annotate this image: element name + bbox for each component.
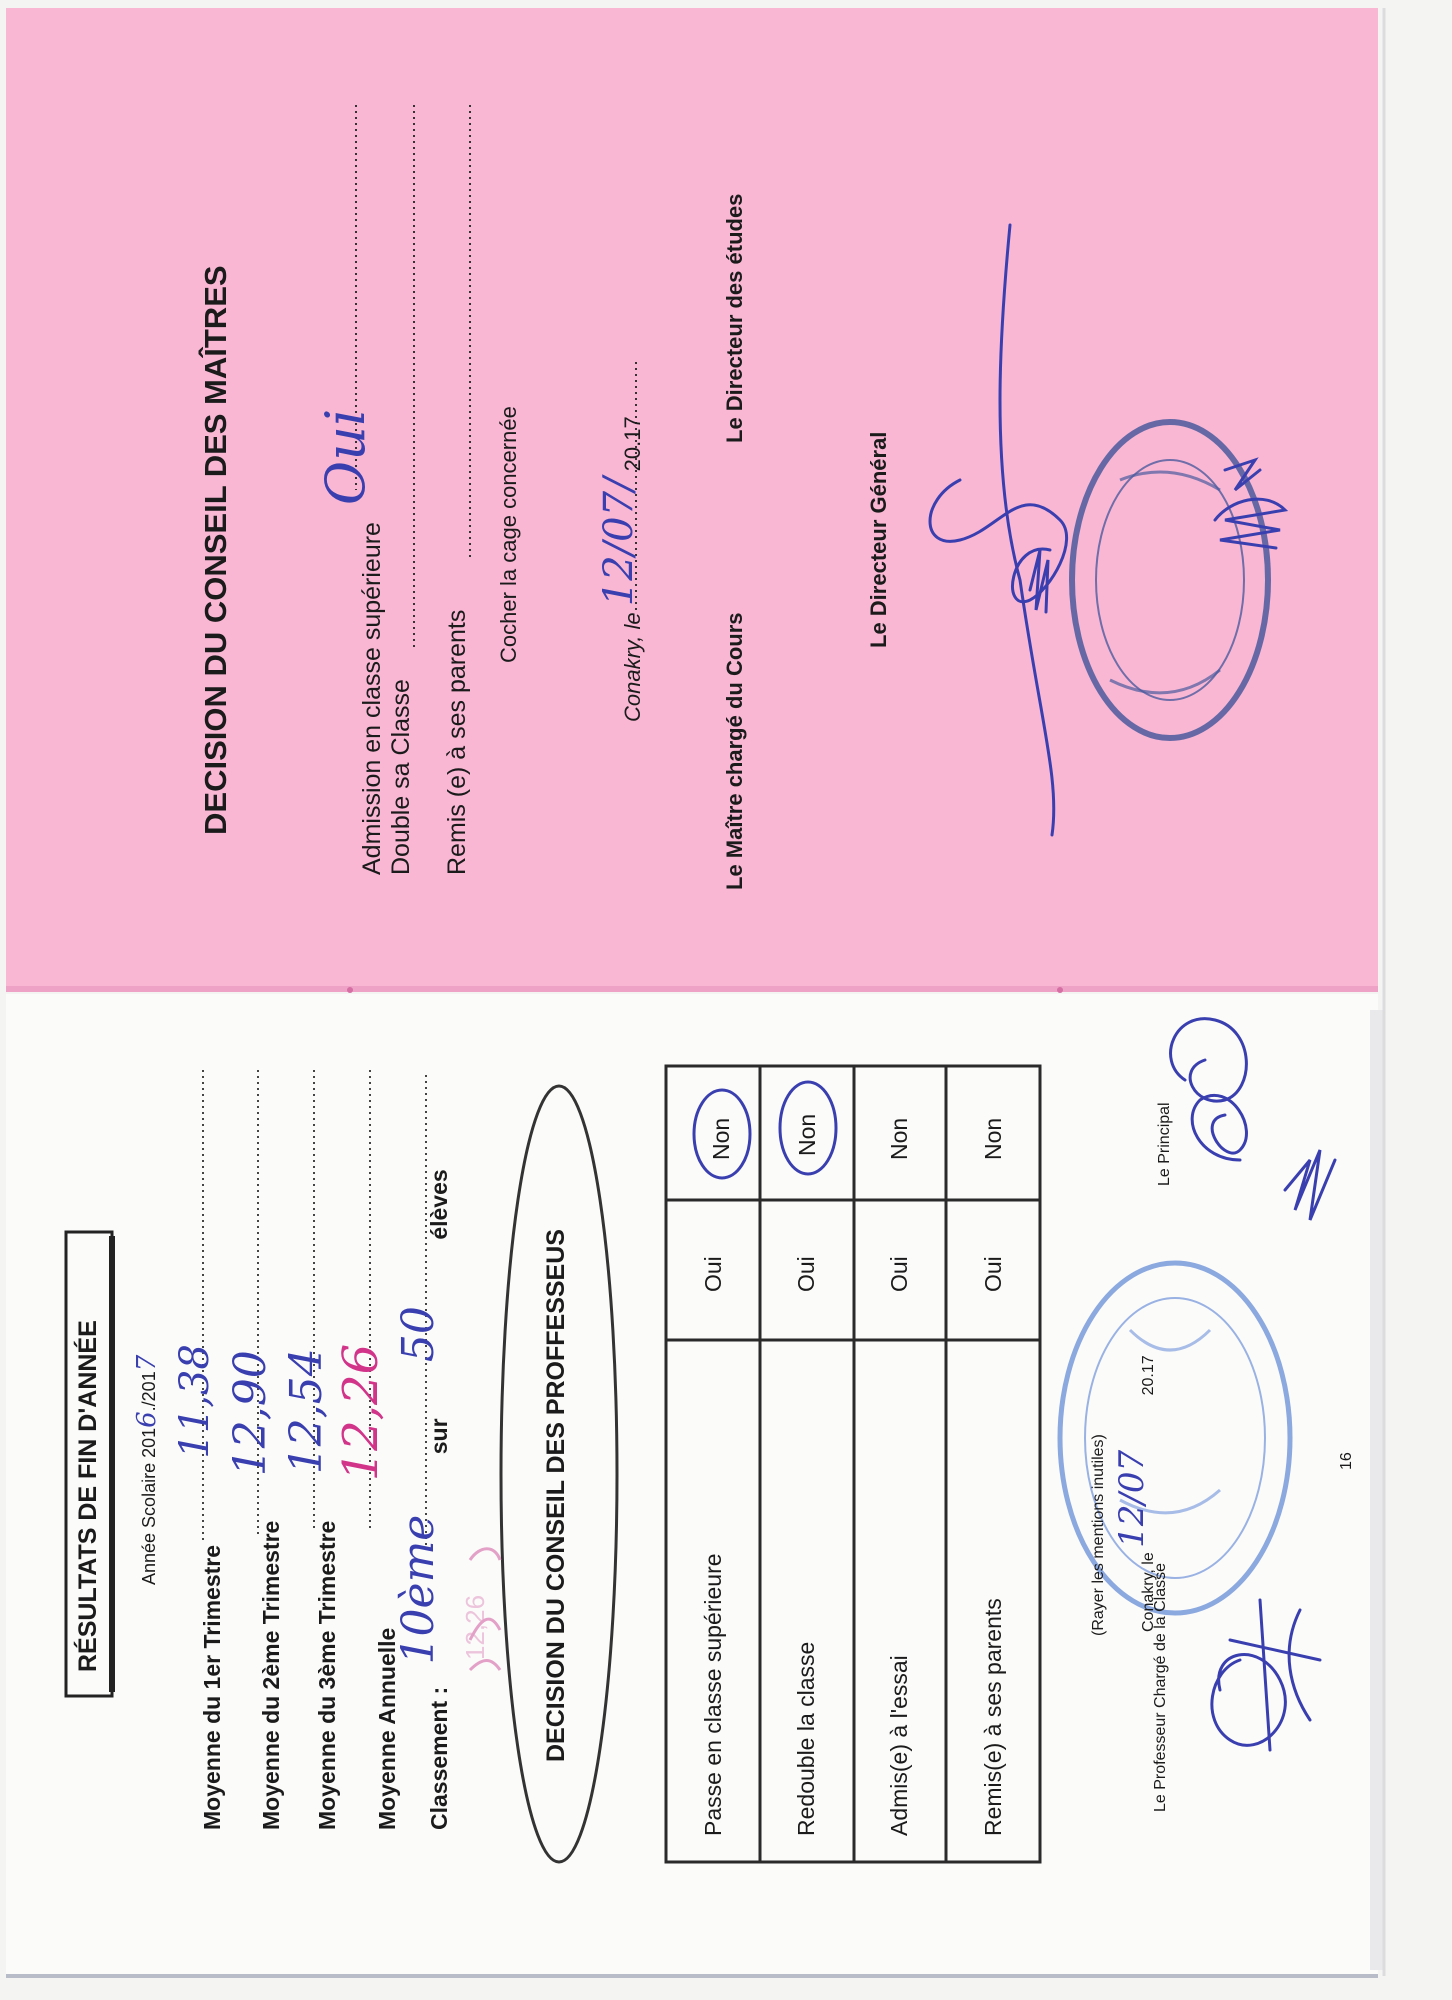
average-label-2: Moyenne du 2ème Trimestre (258, 1520, 284, 1830)
faint-pink-note: 12,26 (460, 1594, 490, 1660)
average-value-1: 11,38 (172, 1344, 218, 1459)
remis-parents-line (443, 610, 472, 875)
sign-maitre-label: Le Maître chargé du Cours (722, 612, 747, 890)
school-year-hand-2: 7 (132, 1354, 162, 1372)
right-page-title: DECISION DU CONSEIL DES MAÎTRES (198, 265, 233, 835)
left-date-handwritten: 12/07 (1112, 1449, 1152, 1548)
school-year-sep: ./201 (139, 1371, 159, 1412)
ranking-total: 50 (393, 1306, 444, 1363)
remis-parents-label: Remis (e) à ses parents (443, 609, 471, 875)
ranking-suffix: élèves (426, 1169, 452, 1240)
decision-label-4: Remis(e) à ses parents (980, 1598, 1006, 1836)
decision-no-2: Non (794, 1113, 820, 1156)
decision-label-1: Passe en classe supérieure (700, 1553, 726, 1836)
left-page-title: RÉSULTATS DE FIN D'ANNÉE (74, 1320, 102, 1672)
decision-no-1: Non (708, 1117, 734, 1160)
ranking-sur: sur (426, 1418, 452, 1455)
ranking-label: Classement : (426, 1686, 452, 1830)
average-label-3: Moyenne du 3ème Trimestre (314, 1520, 340, 1830)
average-value-4: 12,26 (333, 1343, 389, 1482)
right-date-line (596, 416, 650, 722)
average-row-1 (172, 1344, 230, 1830)
average-value-3: 12,54 (281, 1348, 332, 1475)
decision-label-2: Redouble la classe (793, 1641, 819, 1836)
school-year (132, 1355, 162, 1585)
page-number: 16 (1338, 1452, 1355, 1470)
right-date-prefix: Conakry, le (620, 612, 645, 722)
double-classe-label: Double sa Classe (387, 679, 415, 875)
decision-yes-4: Oui (980, 1256, 1006, 1292)
right-date-handwritten: 12/07/ (596, 477, 642, 607)
admission-handwritten: Oui (314, 408, 377, 506)
admission-line (314, 408, 393, 875)
left-date-year: 20.17 (1140, 1355, 1157, 1396)
average-label-1: Moyenne du 1er Trimestre (199, 1544, 225, 1830)
admission-label: Admission en classe supérieure (358, 522, 386, 875)
ranking-rank: 10ème (393, 1514, 444, 1665)
ranking-row (393, 1169, 458, 1830)
decision-label-3: Admis(e) à l'essai (886, 1655, 912, 1836)
decision-yes-1: Oui (700, 1256, 726, 1292)
right-date-year: 20.17 (620, 416, 645, 472)
decision-no-4: Non (980, 1117, 1006, 1160)
principal-sign-label: Le Principal (1156, 1102, 1173, 1186)
sign-directeur-general-label: Le Directeur Général (866, 431, 891, 648)
professors-decision-title: DECISION DU CONSEIL DES PROFFESSEUS (542, 1229, 570, 1762)
double-classe-line (387, 679, 416, 875)
average-value-2: 12,90 (225, 1350, 276, 1477)
decision-yes-2: Oui (793, 1256, 819, 1292)
average-label-4: Moyenne Annuelle (374, 1627, 400, 1830)
school-year-hand-1: 6 (132, 1411, 162, 1428)
decision-no-3: Non (886, 1117, 912, 1160)
strike-note: (Rayer les mentions inutiles) (1090, 1434, 1107, 1636)
prof-sign-label: Le Professeur Chargé de la Classe (1152, 1562, 1169, 1812)
sign-directeur-etudes-label: Le Directeur des études (722, 193, 747, 443)
decision-yes-3: Oui (886, 1256, 912, 1292)
instruction-text: Cocher la cage concernée (496, 406, 521, 663)
left-date-prefix: Conakry, le (1140, 1552, 1157, 1632)
school-year-prefix: Année Scolaire 201 (139, 1427, 159, 1585)
